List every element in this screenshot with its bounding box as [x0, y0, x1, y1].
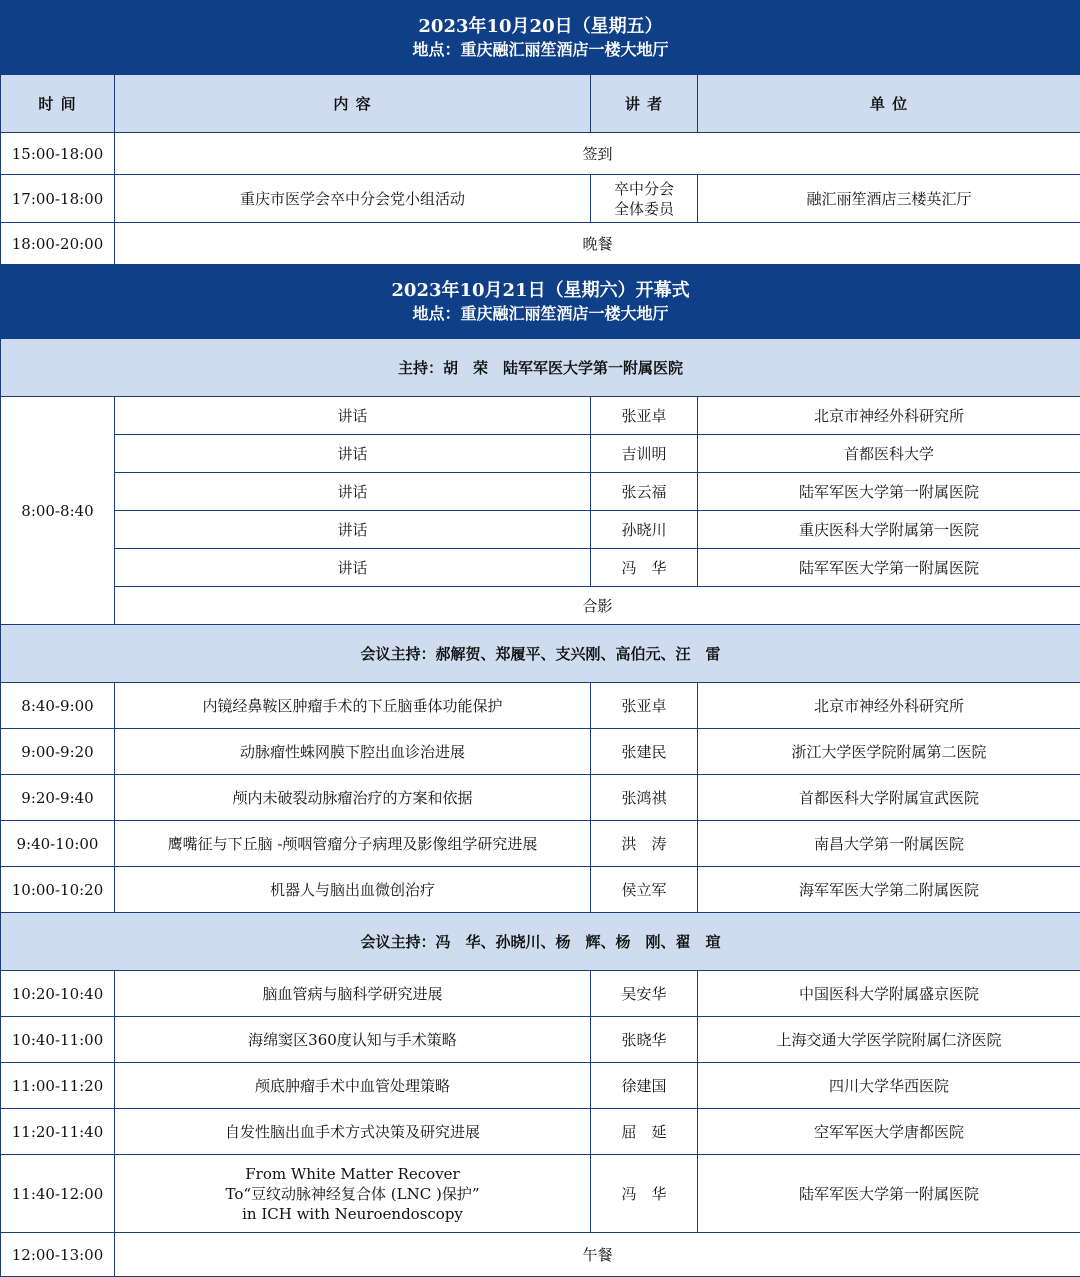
- unit-cell: 南昌大学第一附属医院: [698, 821, 1080, 867]
- day2-date: 2023年10月21日（星期六）开幕式: [5, 279, 1076, 303]
- table-row: [1, 1233, 1080, 1277]
- table-row: [1, 223, 1080, 265]
- day1-banner-row: [1, 1, 1080, 75]
- speaker-cell: 吉训明: [591, 435, 698, 473]
- header-speaker: 讲 者: [591, 75, 698, 133]
- day1-date: 2023年10月20日（星期五）: [5, 15, 1076, 39]
- activity-cell: 签到: [115, 133, 1080, 175]
- day1-banner: [1, 1, 1080, 75]
- table-row: [1, 549, 1080, 587]
- day1-venue: 地点：重庆融汇丽笙酒店一楼大地厅: [5, 39, 1076, 61]
- unit-cell: 陆军军医大学第一附属医院: [698, 1155, 1080, 1233]
- session1-chair-row: [1, 625, 1080, 683]
- table-row: [1, 1155, 1080, 1233]
- content-cell: 讲话: [115, 511, 591, 549]
- host-label: 主持：胡 荣 陆军军医大学第一附属医院: [1, 339, 1080, 397]
- time-cell: 11:20-11:40: [1, 1109, 115, 1155]
- session2-chair-row: [1, 913, 1080, 971]
- time-cell: 10:40-11:00: [1, 1017, 115, 1063]
- unit-cell: 上海交通大学医学院附属仁济医院: [698, 1017, 1080, 1063]
- time-cell: 17:00-18:00: [1, 175, 115, 223]
- speaker-cell: 吴安华: [591, 971, 698, 1017]
- table-row: [1, 729, 1080, 775]
- content-cell: 讲话: [115, 549, 591, 587]
- content-cell: 脑血管病与脑科学研究进展: [115, 971, 591, 1017]
- time-cell: 18:00-20:00: [1, 223, 115, 265]
- unit-cell: 北京市神经外科研究所: [698, 397, 1080, 435]
- speaker-cell: 徐建国: [591, 1063, 698, 1109]
- content-cell: 讲话: [115, 397, 591, 435]
- speaker-cell: 张鸿祺: [591, 775, 698, 821]
- speaker-line: 卒中分会: [595, 179, 693, 199]
- speaker-cell: 屈 延: [591, 1109, 698, 1155]
- content-cell: 重庆市医学会卒中分会党小组活动: [115, 175, 591, 223]
- unit-cell: 首都医科大学附属宣武医院: [698, 775, 1080, 821]
- content-cell: 颅内未破裂动脉瘤治疗的方案和依据: [115, 775, 591, 821]
- content-cell: 机器人与脑出血微创治疗: [115, 867, 591, 913]
- unit-cell: 浙江大学医学院附属第二医院: [698, 729, 1080, 775]
- unit-cell: 北京市神经外科研究所: [698, 683, 1080, 729]
- speaker-cell: 张亚卓: [591, 683, 698, 729]
- table-row: [1, 175, 1080, 223]
- photo-cell: 合影: [115, 587, 1080, 625]
- speaker-line: 全体委员: [595, 199, 693, 219]
- table-row: [1, 587, 1080, 625]
- content-cell: 动脉瘤性蛛网膜下腔出血诊治进展: [115, 729, 591, 775]
- content-cell: 讲话: [115, 473, 591, 511]
- table-row: [1, 133, 1080, 175]
- unit-cell: 四川大学华西医院: [698, 1063, 1080, 1109]
- content-line: To“豆纹动脉神经复合体 (LNC )保护”: [119, 1184, 586, 1204]
- unit-cell: 首都医科大学: [698, 435, 1080, 473]
- session2-chair: 会议主持：冯 华、孙晓川、杨 辉、杨 刚、翟 瑄: [1, 913, 1080, 971]
- unit-cell: 中国医科大学附属盛京医院: [698, 971, 1080, 1017]
- time-cell: 12:00-13:00: [1, 1233, 115, 1277]
- table-row: [1, 867, 1080, 913]
- content-cell: 自发性脑出血手术方式决策及研究进展: [115, 1109, 591, 1155]
- unit-cell: 陆军军医大学第一附属医院: [698, 549, 1080, 587]
- content-cell: [115, 1155, 591, 1233]
- content-cell: 海绵窦区360度认知与手术策略: [115, 1017, 591, 1063]
- speaker-cell: 张晓华: [591, 1017, 698, 1063]
- content-cell: 讲话: [115, 435, 591, 473]
- time-cell: 9:40-10:00: [1, 821, 115, 867]
- unit-cell: 海军军医大学第二附属医院: [698, 867, 1080, 913]
- speaker-cell: 冯 华: [591, 1155, 698, 1233]
- day2-banner: [1, 265, 1080, 339]
- activity-cell: 午餐: [115, 1233, 1080, 1277]
- table-row: [1, 1109, 1080, 1155]
- table-row: [1, 971, 1080, 1017]
- table-row: [1, 511, 1080, 549]
- content-line: From White Matter Recover: [119, 1164, 586, 1184]
- table-row: [1, 1017, 1080, 1063]
- speaker-cell: [591, 175, 698, 223]
- speaker-cell: 冯 华: [591, 549, 698, 587]
- time-cell: 11:00-11:20: [1, 1063, 115, 1109]
- header-content: 内 容: [115, 75, 591, 133]
- header-unit: 单 位: [698, 75, 1080, 133]
- time-cell: 9:00-9:20: [1, 729, 115, 775]
- host-row: [1, 339, 1080, 397]
- table-row: [1, 435, 1080, 473]
- speaker-cell: 洪 涛: [591, 821, 698, 867]
- speaker-cell: 孙晓川: [591, 511, 698, 549]
- table-row: [1, 821, 1080, 867]
- time-cell: 10:00-10:20: [1, 867, 115, 913]
- content-cell: 颅底肿瘤手术中血管处理策略: [115, 1063, 591, 1109]
- time-cell: 11:40-12:00: [1, 1155, 115, 1233]
- unit-cell: 重庆医科大学附属第一医院: [698, 511, 1080, 549]
- unit-cell: 空军军医大学唐都医院: [698, 1109, 1080, 1155]
- table-row: [1, 473, 1080, 511]
- content-cell: 内镜经鼻鞍区肿瘤手术的下丘脑垂体功能保护: [115, 683, 591, 729]
- speaker-cell: 张云福: [591, 473, 698, 511]
- speaker-cell: 张亚卓: [591, 397, 698, 435]
- header-time: 时 间: [1, 75, 115, 133]
- day2-banner-row: [1, 265, 1080, 339]
- content-cell: 鹰嘴征与下丘脑 -颅咽管瘤分子病理及影像组学研究进展: [115, 821, 591, 867]
- table-row: [1, 1063, 1080, 1109]
- time-cell: 10:20-10:40: [1, 971, 115, 1017]
- time-cell: 8:40-9:00: [1, 683, 115, 729]
- content-line: in ICH with Neuroendoscopy: [119, 1204, 586, 1224]
- time-cell: 15:00-18:00: [1, 133, 115, 175]
- header-row: [1, 75, 1080, 133]
- time-cell: 8:00-8:40: [1, 397, 115, 625]
- session1-chair: 会议主持：郝解贺、郑履平、支兴刚、高伯元、汪 雷: [1, 625, 1080, 683]
- unit-cell: 陆军军医大学第一附属医院: [698, 473, 1080, 511]
- time-cell: 9:20-9:40: [1, 775, 115, 821]
- day2-venue: 地点：重庆融汇丽笙酒店一楼大地厅: [5, 303, 1076, 325]
- table-row: [1, 775, 1080, 821]
- unit-cell: 融汇丽笙酒店三楼英汇厅: [698, 175, 1080, 223]
- table-row: [1, 397, 1080, 435]
- speaker-cell: 张建民: [591, 729, 698, 775]
- speaker-cell: 侯立军: [591, 867, 698, 913]
- table-row: [1, 683, 1080, 729]
- activity-cell: 晚餐: [115, 223, 1080, 265]
